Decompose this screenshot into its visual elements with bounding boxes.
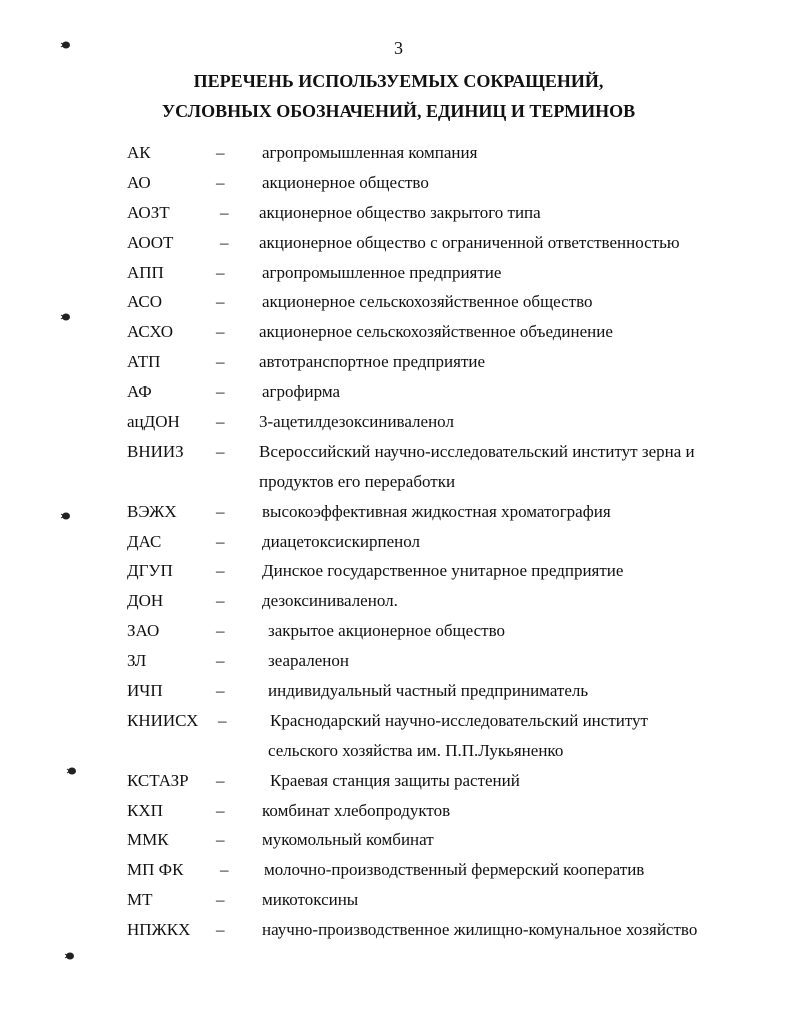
dash: – bbox=[216, 262, 225, 282]
dash: – bbox=[220, 860, 229, 880]
list-item bbox=[0, 287, 797, 317]
dash: – bbox=[220, 202, 229, 222]
definition: зеараленон bbox=[268, 651, 349, 671]
definition-continuation: продуктов его переработки bbox=[259, 471, 456, 491]
list-item bbox=[0, 198, 797, 228]
abbreviation: АО bbox=[127, 172, 151, 192]
list-item bbox=[0, 407, 797, 437]
list-item bbox=[0, 706, 797, 736]
dash: – bbox=[216, 681, 225, 701]
abbreviation: ЗАО bbox=[127, 621, 160, 641]
dash: – bbox=[216, 920, 225, 940]
abbreviation: МП ФК bbox=[127, 860, 184, 880]
definition: дезоксиниваленол. bbox=[262, 591, 398, 611]
list-item bbox=[0, 168, 797, 198]
abbreviation: КНИИСХ bbox=[127, 710, 199, 730]
dash: – bbox=[220, 232, 229, 252]
abbreviation: НПЖКХ bbox=[127, 920, 191, 940]
definition: мукомольный комбинат bbox=[262, 830, 434, 850]
list-item bbox=[0, 885, 797, 915]
definition: Динское государственное унитарное предприятие bbox=[262, 561, 624, 581]
definition: Краевая станция защиты растений bbox=[270, 770, 520, 790]
definition: акционерное сельскохозяйственное объединение bbox=[259, 322, 613, 342]
definition: молочно-производственный фермерский кооператив bbox=[264, 860, 645, 880]
definition: 3-ацетилдезоксиниваленол bbox=[259, 412, 454, 432]
dash: – bbox=[216, 352, 225, 372]
abbreviation: АСХО bbox=[127, 322, 174, 342]
list-item bbox=[0, 317, 797, 347]
definition: агрофирма bbox=[262, 382, 341, 402]
abbreviation: АООТ bbox=[127, 232, 174, 252]
definition-continuation: сельского хозяйства им. П.П.Лукьяненко bbox=[268, 740, 564, 760]
abbreviation: ВНИИЗ bbox=[127, 441, 184, 461]
list-item bbox=[0, 258, 797, 288]
dash: – bbox=[216, 591, 225, 611]
abbreviation: КСТАЗР bbox=[127, 770, 189, 790]
definition: комбинат хлебопродуктов bbox=[262, 800, 451, 820]
list-item bbox=[0, 437, 797, 467]
abbreviation: АСО bbox=[127, 292, 163, 312]
dash: – bbox=[216, 441, 225, 461]
dash: – bbox=[218, 710, 227, 730]
dash: – bbox=[216, 322, 225, 342]
dash: – bbox=[216, 890, 225, 910]
abbreviation: АПП bbox=[127, 262, 164, 282]
abbreviation-list bbox=[0, 138, 797, 945]
definition: закрытое акционерное общество bbox=[268, 621, 505, 641]
binder-hole-mark bbox=[64, 951, 76, 961]
dash: – bbox=[216, 770, 225, 790]
abbreviation: АФ bbox=[127, 382, 152, 402]
definition: акционерное общество закрытого типа bbox=[259, 202, 541, 222]
list-item bbox=[0, 646, 797, 676]
list-item bbox=[0, 347, 797, 377]
list-item bbox=[0, 676, 797, 706]
abbreviation: АК bbox=[127, 143, 151, 162]
page-title-line-1: ПЕРЕЧЕНЬ ИСПОЛЬЗУЕМЫХ СОКРАЩЕНИЙ, bbox=[193, 71, 604, 91]
list-item bbox=[0, 138, 797, 168]
dash: – bbox=[216, 800, 225, 820]
definition: акционерное общество с ограниченной ответственностью bbox=[259, 232, 680, 252]
list-item bbox=[0, 377, 797, 407]
abbreviation: АОЗТ bbox=[127, 202, 170, 222]
list-item-continuation bbox=[0, 467, 797, 497]
definition: диацетоксискирпенол bbox=[262, 531, 421, 551]
dash: – bbox=[216, 412, 225, 432]
list-item bbox=[0, 616, 797, 646]
definition: высокоэффективная жидкостная хроматография bbox=[262, 501, 611, 521]
abbreviation: ДОН bbox=[127, 591, 164, 611]
definition: научно-производственное жилищно-комунальное хозяйство bbox=[262, 920, 698, 940]
list-item bbox=[0, 586, 797, 616]
definition: микотоксины bbox=[262, 890, 359, 910]
list-item-continuation bbox=[0, 736, 797, 766]
page-title bbox=[0, 66, 797, 126]
page-title-line-2: УСЛОВНЫХ ОБОЗНАЧЕНИЙ, ЕДИНИЦ И ТЕРМИНОВ bbox=[161, 101, 636, 121]
dash: – bbox=[216, 561, 225, 581]
dash: – bbox=[216, 172, 225, 192]
abbreviation: ацДОН bbox=[127, 412, 180, 432]
definition: Всероссийский научно-исследовательский институт зерна и bbox=[259, 441, 695, 461]
dash: – bbox=[216, 830, 225, 850]
dash: – bbox=[216, 651, 225, 671]
abbreviation: АТП bbox=[127, 352, 161, 372]
abbreviation: ВЭЖХ bbox=[127, 501, 177, 521]
list-item bbox=[0, 556, 797, 586]
dash: – bbox=[216, 501, 225, 521]
definition: индивидуальный частный предприниматель bbox=[268, 681, 589, 701]
dash: – bbox=[216, 382, 225, 402]
page-number: 3 bbox=[394, 38, 403, 58]
abbreviation: КХП bbox=[127, 800, 163, 820]
definition: акционерное сельскохозяйственное общество bbox=[262, 292, 593, 312]
abbreviation: МТ bbox=[127, 890, 153, 910]
list-item bbox=[0, 497, 797, 527]
abbreviation: ММК bbox=[127, 830, 169, 850]
list-item bbox=[0, 915, 797, 945]
list-item bbox=[0, 796, 797, 826]
dash: – bbox=[216, 621, 225, 641]
list-item bbox=[0, 527, 797, 557]
definition: автотранспортное предприятие bbox=[259, 352, 486, 372]
dash: – bbox=[216, 292, 225, 312]
list-item bbox=[0, 766, 797, 796]
list-item bbox=[0, 825, 797, 855]
definition: агропромышленная компания bbox=[262, 143, 478, 162]
abbreviation: ДАС bbox=[127, 531, 162, 551]
abbreviation: ИЧП bbox=[127, 681, 163, 701]
abbreviation: ДГУП bbox=[127, 561, 173, 581]
list-item bbox=[0, 228, 797, 258]
list-item bbox=[0, 855, 797, 885]
definition: акционерное общество bbox=[262, 172, 429, 192]
dash: – bbox=[216, 531, 225, 551]
abbreviation: ЗЛ bbox=[127, 651, 147, 671]
dash: – bbox=[216, 143, 225, 162]
definition: агропромышленное предприятие bbox=[262, 262, 502, 282]
definition: Краснодарский научно-исследовательский институт bbox=[270, 710, 648, 730]
